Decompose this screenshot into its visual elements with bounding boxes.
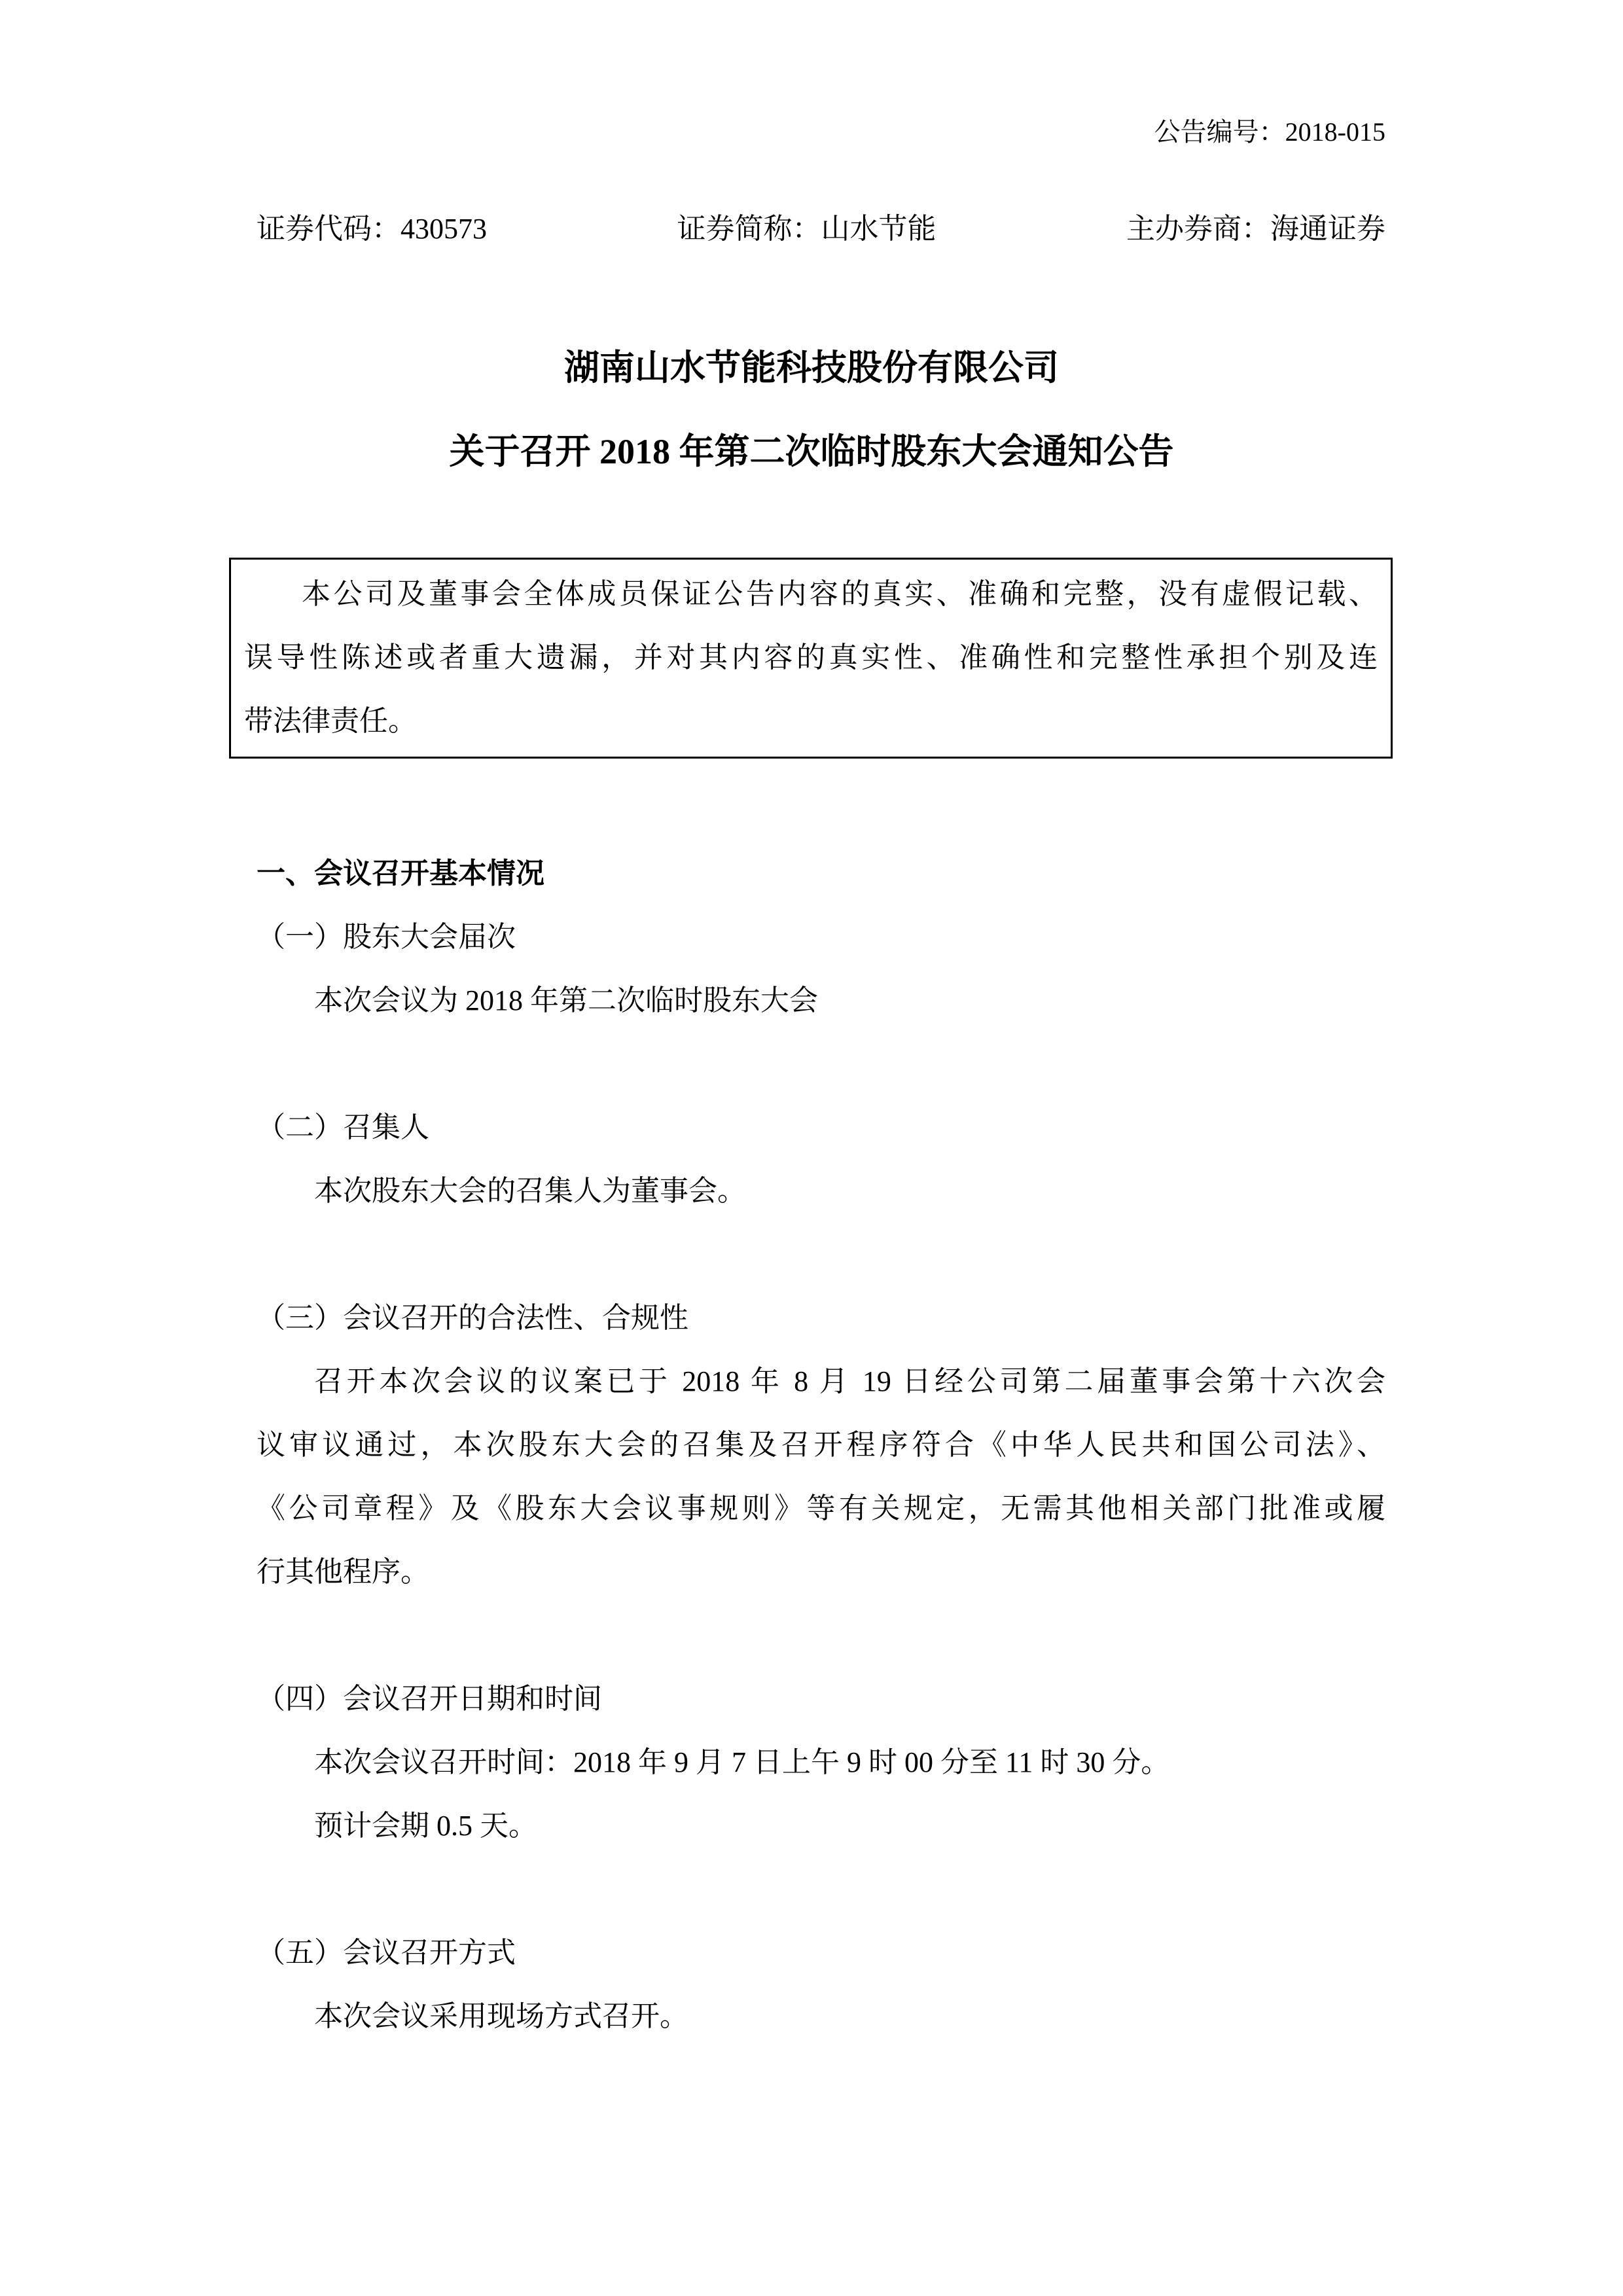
disclaimer-box [229, 558, 1393, 759]
subsection-5-heading: （五）会议召开方式 [257, 1937, 516, 1969]
subsection-4-paragraph-1: 本次会议召开时间：2018 年 9 月 7 日上午 9 时 00 分至 11 时 30 分。 [314, 1746, 1170, 1778]
stock-code: 证券代码：430573 [257, 213, 487, 245]
blank-line [257, 1857, 1385, 1921]
blank-line [257, 1032, 1385, 1096]
disclaimer-line-3: 带法律责任。 [244, 705, 417, 737]
section-heading-1: 一、会议召开基本情况 [257, 857, 544, 889]
subsection-4-paragraph-2: 预计会期 0.5 天。 [314, 1810, 537, 1842]
subsection-3-paragraph-line-1: 召开本次会议的议案已于 2018 年 8 月 19 日经公司第二届董事会第十六次会 [314, 1365, 1385, 1397]
blank-line [257, 1223, 1385, 1286]
subsection-1-paragraph: 本次会议为 2018 年第二次临时股东大会 [314, 984, 818, 1016]
company-name-title: 湖南山水节能科技股份有限公司 [564, 348, 1059, 387]
announcement-title: 关于召开 2018 年第二次临时股东大会通知公告 [449, 432, 1174, 471]
subsection-4-heading: （四）会议召开日期和时间 [257, 1683, 602, 1715]
announcement-number: 公告编号：2018-015 [1154, 117, 1385, 147]
subsection-3-paragraph-line-3: 《公司章程》及《股东大会议事规则》等有关规定，无需其他相关部门批准或履 [257, 1492, 1385, 1524]
subsection-2-paragraph: 本次股东大会的召集人为董事会。 [314, 1175, 746, 1207]
subsection-3-paragraph-line-2: 议审议通过，本次股东大会的召集及召开程序符合《中华人民共和国公司法》、 [257, 1429, 1385, 1461]
subsection-3-heading: （三）会议召开的合法性、合规性 [257, 1302, 688, 1334]
subsection-1-heading: （一）股东大会届次 [257, 921, 516, 953]
document-body [257, 842, 1385, 2048]
securities-header-row [257, 197, 1385, 260]
blank-line [257, 1604, 1385, 1667]
sponsor-broker: 主办券商：海通证券 [1126, 213, 1385, 245]
stock-abbreviation: 证券简称：山水节能 [677, 213, 936, 245]
subsection-2-heading: （二）召集人 [257, 1111, 429, 1143]
disclaimer-line-2: 误导性陈述或者重大遗漏，并对其内容的真实性、准确性和完整性承担个别及连 [244, 641, 1378, 673]
subsection-3-paragraph-line-4: 行其他程序。 [257, 1556, 429, 1588]
subsection-5-paragraph: 本次会议采用现场方式召开。 [314, 2000, 688, 2032]
disclaimer-line-1: 本公司及董事会全体成员保证公告内容的真实、准确和完整，没有虚假记载、 [302, 578, 1378, 610]
